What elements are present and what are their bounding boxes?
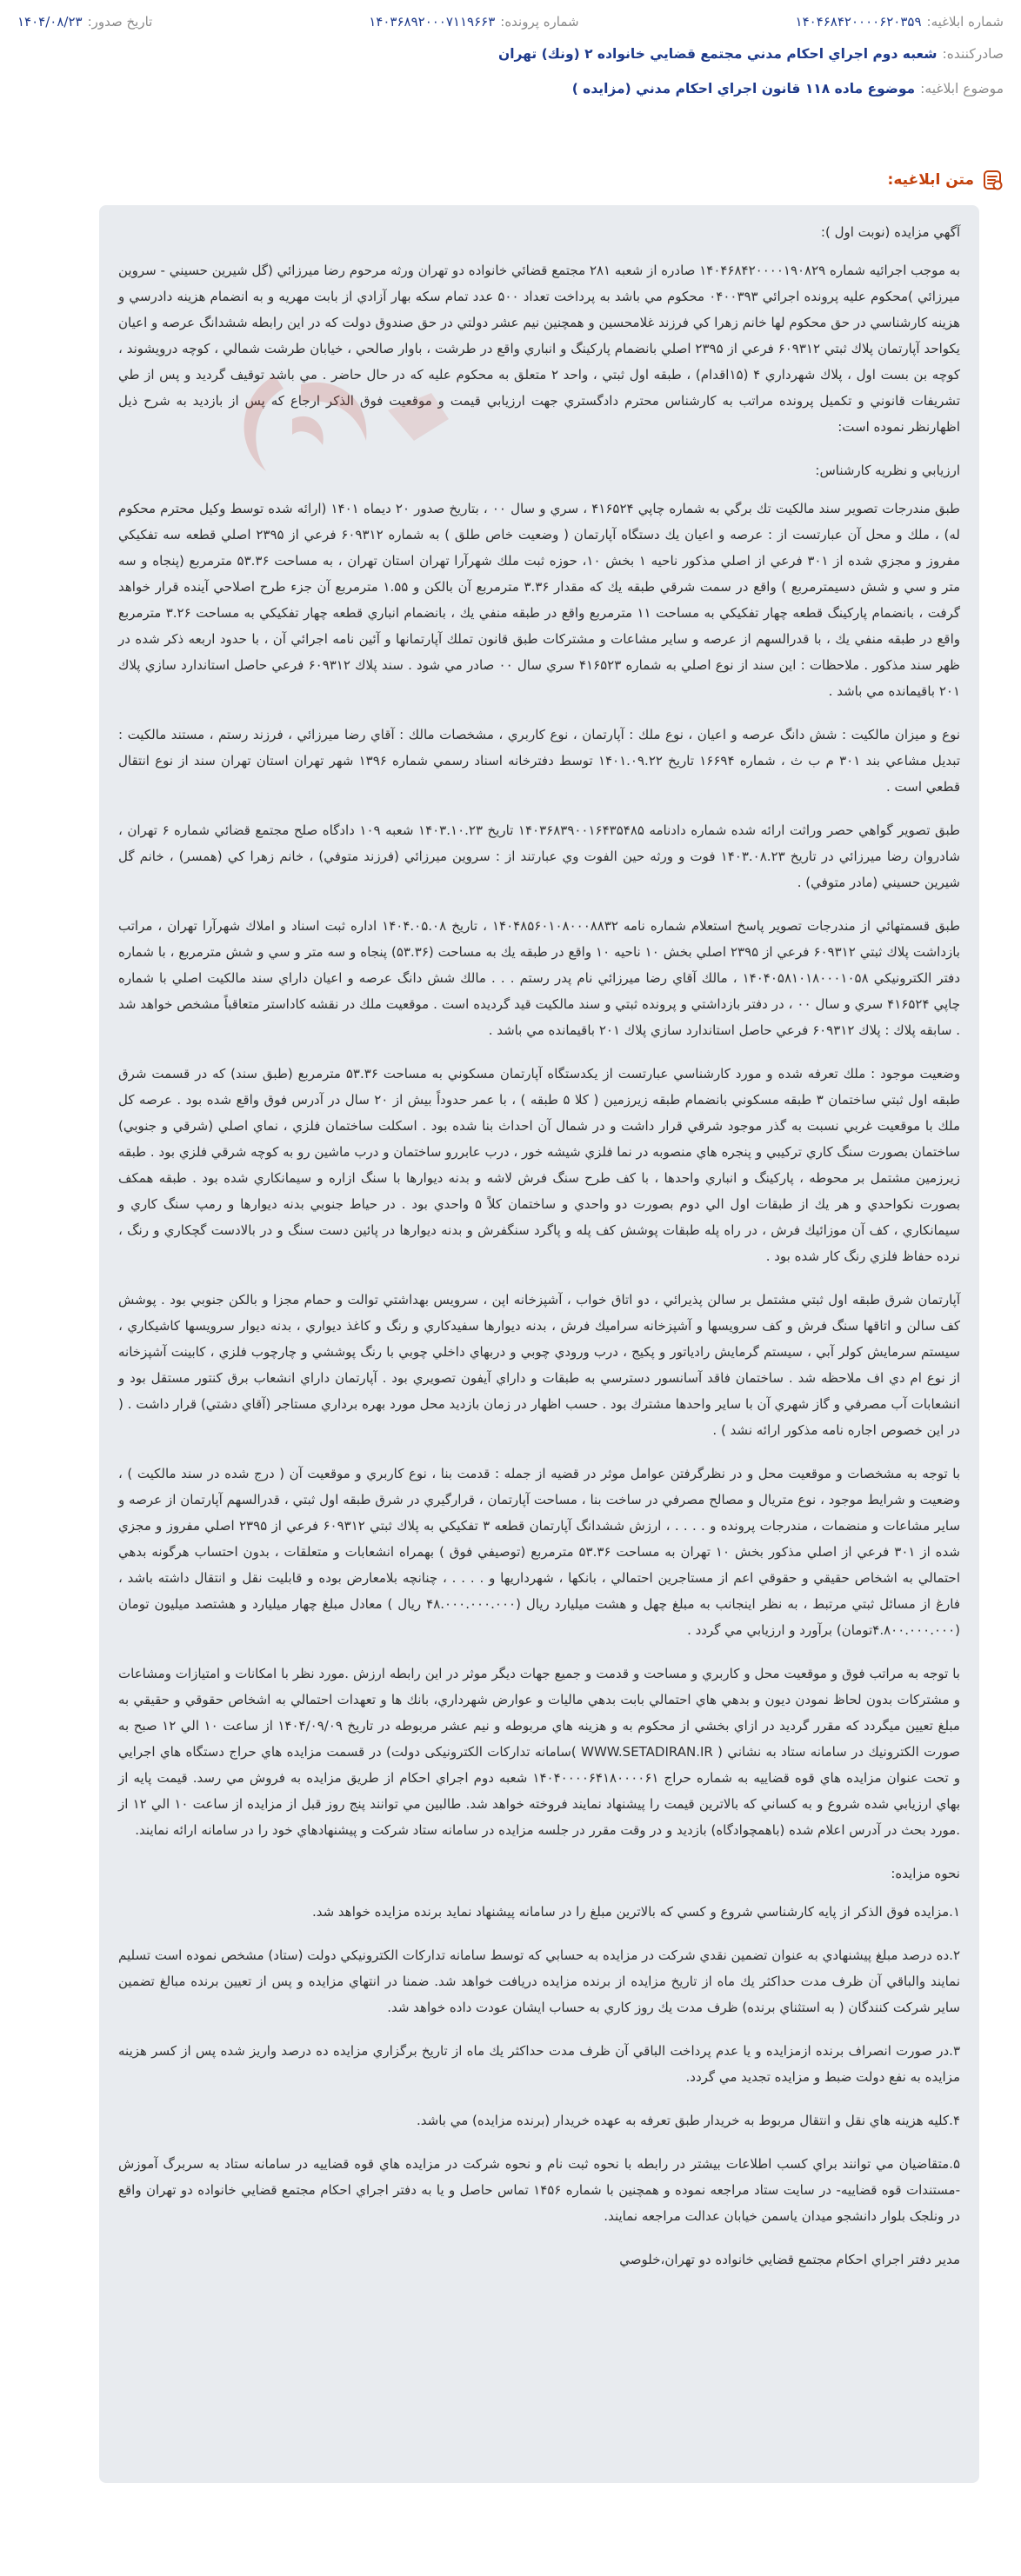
issuer-label: صادرکننده: (942, 46, 1004, 62)
body-paragraph: وضعيت موجود : ملك تعرفه شده و مورد كارشناسي عبارتست از يكدستگاه آپارتمان مسكوني به مساحت ۵۳.۳۶ مترمربع (طبق سند) كه در قسمت شرق طبقه اول ثبتي ساختمان ۳ طبقه مسكوني بانضمام طبقه زيرزمين ( كلا ۵ طبقه ) ، با عمر حدوداً بيش از ۲۰ سال در آدرس فوق واقع شده بود . عرصه كل ملك با موقعيت غربي نسبت به گذر موجود شرقي قرار داشت و در شمال آن احداث بنا شده بود . اسكلت ساختمان فلزي ، نماي اصلي (شرقي و جنوبي) ساختمان بصورت سنگ كاري تركيبي و پنجره هاي منصوبه در نما فلزي شيشه خور ، درب عابررو ساختمان و درب ماشين رو به كوچه شرقي فلزي بود . طبقه زيرزمين مشتمل بر محوطه ، پاركينگ و انباري واحدها ، با كف طرح سنگ فرش لاشه و بدنه ديوارها با سنگ ازاره و سيمانكاري شده بود . طبقه همكف بصورت نكواحدي و هر يك از طبقات اول الي دوم بصورت دو واحدي و ساختمان كلاً ۵ واحدي بود . در حياط جنوبي بدنه ديوارها و رمپ سنگ كاري و سيمانكاري ، كف آن موزائيك فرش ، در راه پله طبقات پوشش كف پله و پاگرد سنگفرش و بدنه ديوارها در پائين دست سنگ و در بالادست گچكاري و رنگ ، نرده حفاظ فلزي رنگ كار شده بود . (118, 1066, 961, 1264)
body-paragraph: طبق قسمتهائي از مندرجات تصوير پاسخ استعلام شماره نامه ۱۴۰۴۸۵۶۰۱۰۸۰۰۰۸۸۳۲ ، تاريخ ۱۴۰۴.۰۵.۰۸ اداره ثبت اسناد و املاك شهرآرا تهران ، مراتب بازداشت پلاك ثبتي ۶۰۹۳۱۲ فرعي از ۲۳۹۵ اصلي بخش ۱۰ ناحيه ۱۰ واقع در طبقه يك به مساحت (۵۳.۳۶) پنجاه و سه متر و سي و شش مترمربع ، با شماره دفتر الكترونيكي ۱۴۰۴۰۵۸۱۰۱۸۰۰۰۱۰۵۸ ، مالك آقاي رضا ميرزائي نام پدر رستم . . . مالك شش دانگ عرصه و اعيان داراي سند مالكيت اصلي با شماره چاپي ۴۱۶۵۲۴ سري و سال ۰۰ ، در دفتر بازداشتي و پرونده ثبتي و سند مالكيت قيد گرديده است . موقعيت ملك در نقشه كاداستر متعاقباً مشخص خواهد شد . سابقه پلاك : پلاك ۶۰۹۳۱۲ فرعي حاصل استاندارد سازي پلاك ۲۰۱ باقيمانده مي باشد . (118, 918, 961, 1038)
body-paragraph: آپارتمان شرق طبقه اول ثبتي مشتمل بر سالن پذيرائي ، دو اتاق خواب ، آشپزخانه اپن ، سرويس بهداشتي توالت و حمام مجزا و بالكن جنوبي بود . پوشش كف سالن و اتاقها سنگ فرش و كف سرويسها و آشپزخانه سراميك فرش ، بدنه ديوارها سفيدكاري و رنگ و كاغذ ديواري ، بدنه ديوار سرويسها كاشيكاري ، سيستم سرمايش كولر آبي ، سيستم گرمايش رادياتور و پكيج ، درب ورودي چوبي و دربهاي داخلي چوبي با رنگ پوششي و چارچوب فلزي ، كابينت آشپزخانه از نوع ام دي اف ملاحظه شد . ساختمان فاقد آسانسور دسترسي به طبقات و داراي آيفون تصويري بود . آپارتمان داراي انشعاب برق كنتور مستقل بود و انشعابات آب مصرفي و گاز شهري آن با ساير واحدها مشترك بود . حسب اظهار در زمان بازديد محل مورد بهره برداري مستاجر (آقاي دشتي) قرار داشت . ( در اين خصوص اجاره نامه مذكور ارائه نشد ) . (118, 1292, 960, 1438)
issue-date-label: تاريخ صدور: (87, 14, 153, 30)
notice-number-value: ۱۴۰۴۶۸۴۲۰۰۰۰۶۲۰۳۵۹ (795, 14, 922, 30)
auction-rule-item: ۳.در صورت انصراف برنده ازمزايده و يا عدم پرداخت الباقي آن ظرف مدت حداكثر يك ماه از تاريخ برگزاري مزايده ده درصد واريز شده پس از كسر هزينه مزايده به نفع دولت ضبط و مزايده تجديد مي گردد. (118, 2043, 960, 2085)
subject-row (17, 71, 1004, 106)
auction-rule-item: ۵.متقاضيان مي توانند براي كسب اطلاعات بيشتر در رابطه با نحوه ثبت نام و نحوه شركت در مزايده هاي قوه قضاييه در سامانه ستاد به سربرگ آموزش -مستندات قوه قضاييه- در سايت ستاد مراجعه نموده و همچنين با شماره ۱۴۵۶ تماس حاصل و يا به دفتر اجراي احكام مجتمع قضايي خانواده دو تهران واقع در ونلجک بلوار دانشجو ميدان ياسمن خيابان عدالت مراجعه نمايند. (118, 2156, 960, 2224)
notice-text-section-title (888, 169, 1004, 191)
signature-line: مدير دفتر اجراي احكام مجتمع قضايي خانواده دو تهران،خلوصي (619, 2252, 960, 2267)
notice-number-label: شماره ابلاغيه: (926, 14, 1004, 30)
case-number-label: شماره پرونده: (500, 14, 579, 30)
issue-date-value: ۱۴۰۴/۰۸/۲۳ (17, 14, 83, 30)
auction-rule-item: ۴.كليه هزينه هاي نقل و انتقال مربوط به خريدار طبق تعرفه به عهده خريدار (برنده مزايده) مي باشد. (417, 2113, 960, 2128)
body-paragraph: با توجه به مشخصات و موقعيت محل و در نظرگرفتن عوامل موثر در قضيه از جمله : قدمت بنا ، نوع كاربري و موقعيت آن ( درج شده در سند مالكيت ) ، وضعيت و شرايط موجود ، نوع متريال و مصالح مصرفي در ساخت بنا ، مساحت آپارتمان ، قرارگيري در شرق طبقه اول ثبتي ، قدرالسهم آپارتمان از عرصه و ساير مشاعات و منضمات ، مندرجات پرونده و . . . . ، ارزش ششدانگ آپارتمان قطعه ۳ تفكيكي به پلاك ثبتي ۶۰۹۳۱۲ فرعي از ۲۳۹۵ اصلي مفروز و مجزي شده از ۳۰۱ فرعي از اصلي مذكور بخش ۱۰ تهران به مساحت ۵۳.۳۶ مترمربع (توصيفي فوق ) بهمراه انشعابات و متعلقات ، بدون احتساب هرگونه بدهي احتمالي به اشخاص حقيقي و حقوقي اعم از مستاجرين احتمالي ، بانكها ، شهرداريها و . . . . ، چنانچه بلامعارض بوده و قابليت نقل و انتقال داشته باشد ، فارغ از مسائل ثبتي مرتبط ، به نظر اينجانب به مبلغ چهل و هشت ميليارد ريال (۴۸.۰۰۰.۰۰۰.۰۰۰ ريال ) معادل مبلغ چهار ميليارد و هشتصد ميليون تومان (۴.۸۰۰.۰۰۰.۰۰۰تومان) برآورد و ارزيابي مي گردد . (118, 1466, 961, 1638)
section-title-text: متن ابلاغيه: (887, 171, 974, 189)
subject-value: موضوع ماده ۱۱۸ قانون اجراي احكام مدني (مزايده ) (571, 81, 916, 97)
notice-number (796, 14, 1004, 30)
issue-date (17, 14, 152, 30)
auction-method-heading: نحوه مزايده: (891, 1866, 960, 1881)
auction-rule-item: ۱.مزايده فوق الذكر از پايه كارشناسي شروع و كسي كه بالاترين مبلغ را در سامانه پيشنهاد نمايد برنده مزايده خواهد شد. (311, 1904, 960, 1920)
auction-rule-item: ۲.ده درصد مبلغ پيشنهادي به عنوان تضمين نقدي شركت در مزايده به حسابي كه توسط سامانه تداركات الكترونيكي دولت (ستاد) مشخص نموده است تسليم نمايند والباقي آن ظرف مدت حداكثر يك ماه از تاريخ مزايده از برنده مزايده دريافت خواهد شد. ضمنا در انتهاي مزايده و پس از تعيين برنده مبالغ تضمين ساير شركت كنندگان ( به استثناي برنده) ظرف مدت يك روز كاري به حساب ايشان عودت داده خواهد شد. (118, 1947, 960, 2015)
body-paragraph: به موجب اجرائيه شماره ۱۴۰۴۶۸۴۲۰۰۰۰۱۹۰۸۲۹ صادره از شعبه ۲۸۱ مجتمع قضائي خانواده دو تهران ورثه مرحوم رضا ميرزائي (گل شيرين حسيني - سروين ميرزائي )محكوم عليه پرونده اجرائي ۰۴۰۰۳۹۳ محكوم مي باشد به پرداخت تعداد ۵۰۰ عدد تمام سكه بهار آزادي از بابت مهريه و به انضمام هزينه دادرسي و هزينه كارشناسي در حق محكوم لها خانم زهرا كي فرزند غلامحسين و همچنين نيم عشر دولتي در حق صندوق دولت كه در اين رابطه ششدانگ عرصه و اعيان يكواحد آپارتمان پلاك ثبتي ۶۰۹۳۱۲ فرعي از ۲۳۹۵ اصلي بانضمام پاركينگ و انباري واقع در طرشت ، باوار صالحي ، خيابان طرشت شمالي ، كوچه درويشوند ، كوچه بن بست اول ، پلاك شهرداري ۴ (۱۵اقدام) ، طبقه اول ثبتي ، واحد ۲ متعلق به محكوم عليه كه در حال حاضر . مي باشد توقيف گرديد و پس از طي تشريفات قانوني و تكميل پرونده مراتب به كارشناس محترم دادگستري جهت ارزيابي قيمت و موقعيت فوق الذكر ارجاع كه پس از بازديد به شرح ذيل اظهارنظر نموده است: (118, 263, 960, 435)
body-paragraph: طبق تصوير گواهي حصر وراثت ارائه شده شماره دادنامه ۱۴۰۳۶۸۳۹۰۰۱۶۴۳۵۴۸۵ تاريخ ۱۴۰۳.۱۰.۲۳ شعبه ۱۰۹ دادگاه صلح مجتمع قضائي شماره ۶ تهران ، شادروان رضا ميرزائي در تاريخ ۱۴۰۳.۰۸.۲۳ فوت و ورثه حين الفوت وي عبارتند از : سروين ميرزائي (فرزند متوفي) ، خانم زهرا كي (همسر) ، خانم گل شيرين حسيني (مادر متوفي) . (118, 822, 960, 890)
auction-round-heading: آگهي مزايده (نوبت اول ): (820, 224, 960, 240)
notice-body (99, 205, 979, 2483)
case-number (369, 14, 578, 30)
case-number-value: ۱۴۰۳۶۸۹۲۰۰۰۷۱۱۹۶۶۳ (369, 14, 496, 30)
issuer-row (17, 37, 1004, 71)
body-paragraph: با توجه به مراتب فوق و موقعيت محل و كاربري و مساحت و قدمت و جميع جهات ديگر موثر در اين رابطه ارزش .مورد نظر با امكانات و امتيازات ومشاعات و مشتركات بدون لحاظ نمودن ديون و بدهي هاي احتمالي بابت بدهي ماليات و عوارض شهرداري، بانك ها و تعهدات احتمالي به اشخاص حقوقي و حقيقي به مبلغ تعيين ميگردد كه مقرر گرديد در ازاي بخشي از محكوم به و هزينه هاي مربوطه و نيم عشر مربوطه در تاريخ ۱۴۰۴/۰۹/۰۹ از ساعت ۱۰ الي ۱۲ صبح به صورت الكترونيك در سامانه ستاد به نشاني ( WWW.SETADIRAN.IR )سامانه تدارکات الکترونیکی دولت) در قسمت مزايده هاي حراج دستگاه هاي اجرايي و تحت عنوان مزايده هاي قوه قضاييه به شماره حراج ۱۴۰۴۰۰۰۰۶۴۱۸۰۰۰۰۶۱ شعبه دوم اجراي احكام از طريق مزايده به فروش مي رسد. قيمت پايه از بهاي ارزيابي شده شروع و به كساني كه بالاترين قيمت را پيشنهاد نمايند فروخته خواهد شد. طالبين مي توانند پنج روز قبل از مزايده از ساعت ۱۰ الي ۱۲ از .مورد بحث در آدرس اعلام شده (باهمچوادگاه) بازديد و در وقت مقرر در جلسه مزايده در سامانه ستاد شركت و پيشنهادهاي خود را در سامانه ارائه نمايند. (118, 1666, 960, 1838)
notice-header (0, 0, 1021, 120)
subject-label: موضوع ابلاغيه: (920, 81, 1004, 97)
body-paragraph: طبق مندرجات تصوير سند مالكيت تك برگي به شماره چاپي ۴۱۶۵۲۴ ، سري و سال ۰۰ ، بتاريخ صدور ۲۰ ديماه ۱۴۰۱ (ارائه شده توسط وكيل محترم محكوم له) ، ملك و محل آن عبارتست از : عرصه و اعيان يك دستگاه آپارتمان ( وضعيت خاص طلق ) به شماره ۶۰۹۳۱۲ فرعي از ۲۳۹۵ اصلي قطعه سه تفكيكي مفروز و مجزي شده از ۳۰۱ فرعي از اصلي مذكور ناحيه ۱ بخش ۱۰، حوزه ثبت ملك شهرآرا تهران استان تهران ، به مساحت ۵۳.۳۶ مترمربع (پنجاه و سه متر و سي و شش دسيمترمربع ) واقع در سمت شرقي طبقه يك كه مقدار ۳.۳۶ مترمربع آن بالكن و ۱.۵۵ مترمربع آن جزء طرح اصلاحي آينده قرار خواهد گرفت ، بانضمام پاركينگ قطعه چهار تفكيكي به مساحت ۱۱ مترمربع واقع در طبقه منفي يك ، بانضمام انباري قطعه چهار تفكيكي به مساحت ۳.۲۶ مترمربع واقع در طبقه منفي يك ، با قدرالسهم از عرصه و ساير مشاعات و مشتركات طبق قانون تملك آپارتمانها و آئين نامه اجرائي آن ، با حدود اربعه ذكر شده در ظهر سند مذكور . ملاحظات : اين سند از نوع اصلي به شماره ۴۱۶۵۲۳ سري سال ۰۰ صادر مي شود . سند پلاك ۶۰۹۳۱۲ فرعي حاصل استاندارد سازي پلاك ۲۰۱ باقيمانده مي باشد . (118, 501, 961, 699)
notice-meta-row (17, 7, 1004, 37)
issuer-value: شعبه دوم اجراي احكام مدني مجتمع قضايي خانواده ۲ (ونك) تهران (497, 46, 938, 62)
body-paragraph: نوع و ميزان مالكيت : شش دانگ عرصه و اعيان ، نوع ملك : آپارتمان ، نوع كاربري ، مشخصات مالك : آقاي رضا ميرزائي ، فرزند رستم ، مستند مالكيت : تبديل مشاعي بند ۳۰۱ م ب ث ، شماره ۱۶۶۹۴ تاريخ ۱۴۰۱.۰۹.۲۲ توسط دفترخانه اسناد رسمي شماره ۱۳۹۶ شهر تهران استان تهران سند از نوع انتقال قطعي است . (118, 727, 961, 795)
expert-opinion-heading: ارزيابي و نظريه كارشناس: (815, 463, 960, 478)
document-text-icon (981, 169, 1004, 191)
